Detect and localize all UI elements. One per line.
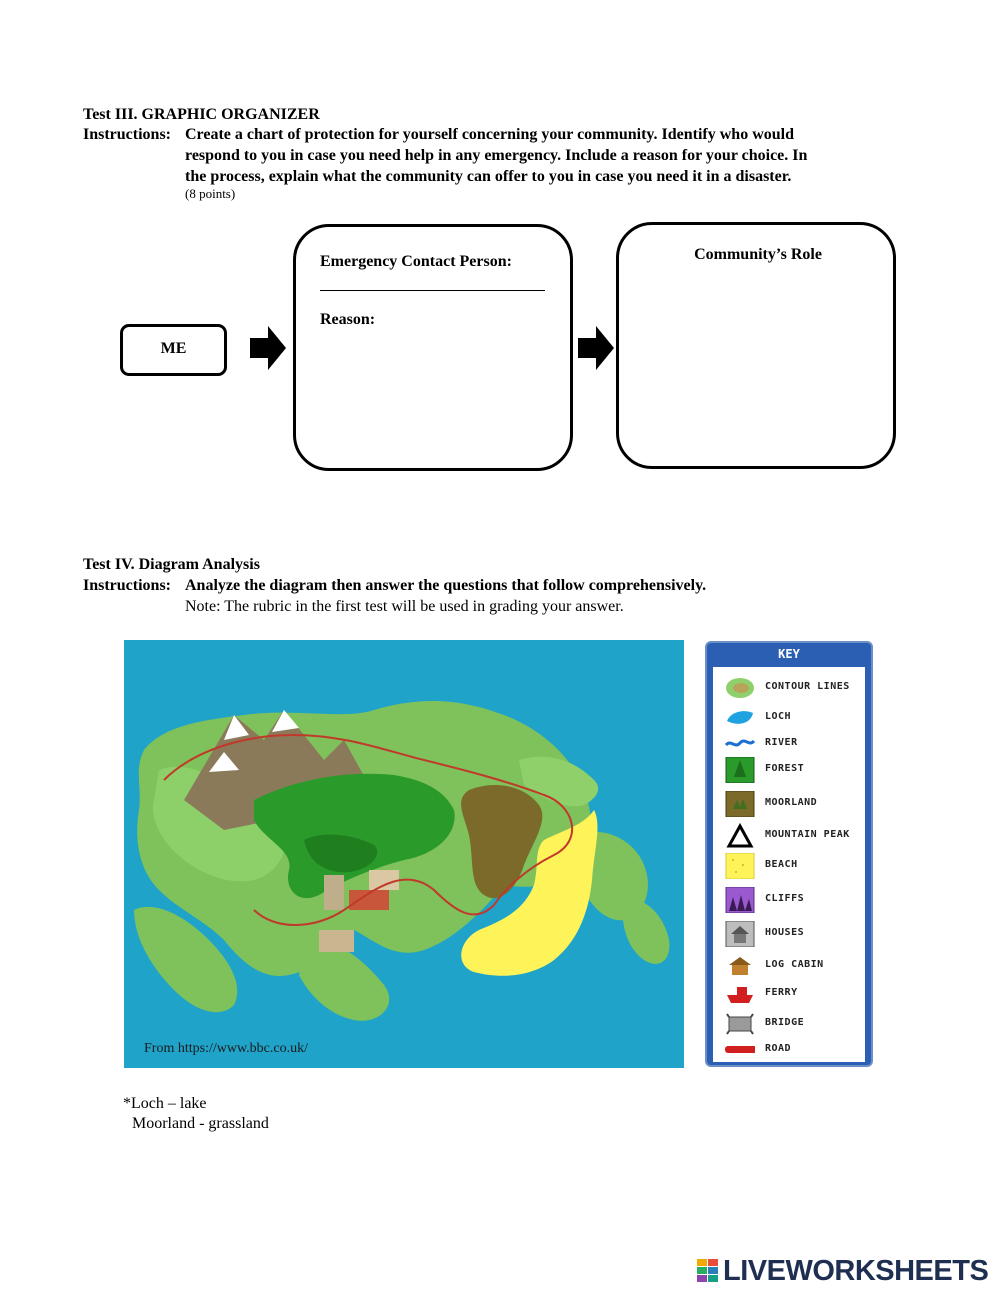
key-title: KEY [778,647,800,661]
key-list [713,667,865,1062]
contact-label: Emergency Contact Person: [320,253,512,270]
forest-icon [725,757,755,783]
key-item-bridge [721,1011,869,1037]
mountain-peak-icon [725,823,755,849]
test4-title: Test IV. Diagram Analysis [83,556,260,573]
map-key [705,641,873,1067]
key-label: MOORLAND [765,797,818,808]
key-label: MOUNTAIN PEAK [765,829,850,840]
log-cabin-icon [725,953,755,979]
key-item-forest [721,757,869,783]
key-label: FERRY [765,987,798,998]
glossary-moorland: Moorland - grassland [132,1115,269,1132]
logo-text: LIVEWORKSHEETS [723,1255,989,1287]
cliffs-icon [725,887,755,913]
key-label: LOCH [765,711,792,722]
test3-instructions-line3: the process, explain what the community can offer to you in case you need it in a disaster. [185,168,792,185]
arrow-right-icon [578,326,614,370]
test3-instructions-label: Instructions: [83,126,172,143]
key-label: CLIFFS [765,893,805,904]
bridge-icon [725,1011,755,1037]
logo-blocks-icon [697,1259,719,1283]
glossary-loch: *Loch – lake [123,1095,207,1112]
contact-answer-line[interactable] [320,290,545,291]
key-label: CONTOUR LINES [765,681,850,692]
map-source: From https://www.bbc.co.uk/ [144,1041,308,1056]
key-label: HOUSES [765,927,805,938]
test4-instructions-line1: Analyze the diagram then answer the questions that follow comprehensively. [185,577,707,594]
river-icon [725,731,755,757]
me-label: ME [160,340,187,357]
island-map [124,640,684,1068]
loch-icon [725,705,755,731]
test3-instructions-line2: respond to you in case you need help in any emergency. Include a reason for your choice. In [185,147,808,164]
key-label: RIVER [765,737,798,748]
moorland-icon [725,791,755,817]
key-item-ferry [721,981,869,1007]
test3-instructions-line1: Create a chart of protection for yourself concerning your community. Identify who would [185,126,794,143]
key-item-log-cabin [721,953,869,979]
test4-note: Note: The rubric in the first test will be used in grading your answer. [185,598,624,615]
me-box [120,324,227,376]
contour-lines-icon [725,675,755,701]
test4-instructions-label: Instructions: [83,577,172,594]
key-label: BEACH [765,859,798,870]
key-label: BRIDGE [765,1017,805,1028]
key-item-contour-lines [721,675,869,701]
road-icon [725,1037,755,1063]
reason-label: Reason: [320,311,376,328]
key-item-road [721,1037,869,1063]
key-item-cliffs [721,887,869,913]
key-item-beach [721,853,869,879]
community-label: Community’s Role [694,246,822,263]
key-item-houses [721,921,869,947]
houses-icon [725,921,755,947]
key-label: LOG CABIN [765,959,824,970]
emergency-contact-box [293,224,573,471]
key-item-loch [721,705,869,731]
beach-icon [725,853,755,879]
liveworksheets-logo [697,1255,997,1287]
test3-title: Test III. GRAPHIC ORGANIZER [83,106,320,123]
community-role-box [616,222,896,469]
key-item-river [721,731,869,757]
key-item-moorland [721,791,869,817]
test3-points: (8 points) [185,186,236,201]
key-label: ROAD [765,1043,792,1054]
key-item-mountain-peak [721,823,869,849]
arrow-right-icon [250,326,286,370]
key-label: FOREST [765,763,805,774]
ferry-icon [725,981,755,1007]
